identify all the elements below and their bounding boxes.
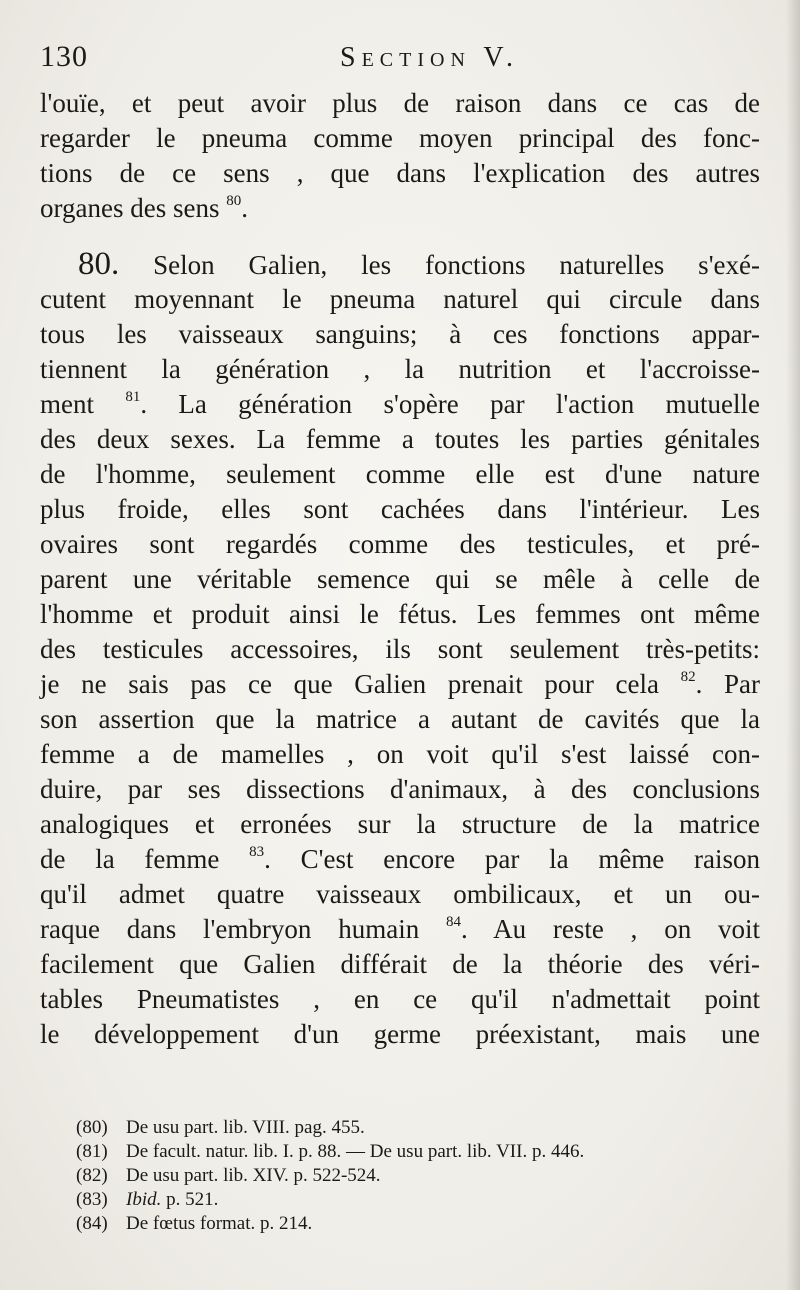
text-line: femme a de mamelles , on voit qu'il s'est laissé con- (40, 739, 760, 769)
text-segment: de la femme (40, 844, 220, 874)
text-line: son assertion que la matrice a autant de cavités que la (40, 704, 760, 734)
text-line: parent une véritable semence qui se mêle à celle de (40, 564, 760, 594)
footnote-mark: (80) (76, 1117, 108, 1138)
footnote-text: De usu part. lib. VIII. pag. 455. (126, 1117, 365, 1138)
text-line: ovaires sont regardés comme des testicules, et pré- (40, 529, 760, 559)
text-line: plus froide, elles sont cachées dans l'intérieur. Les (40, 494, 760, 524)
page-header (40, 40, 760, 80)
footnote (76, 1212, 776, 1236)
footnote-mark: (84) (76, 1213, 108, 1234)
paragraph-80 (40, 247, 760, 1052)
footnote (76, 1140, 776, 1164)
text-line: des deux sexes. La femme a toutes les parties génitales (40, 424, 760, 454)
text-line (40, 247, 760, 282)
footnote (76, 1188, 776, 1212)
text-line: facilement que Galien différait de la théorie des véri- (40, 949, 760, 979)
page-number: 130 (40, 40, 88, 73)
text-line (40, 191, 760, 226)
footnote-ref: 84 (446, 914, 462, 930)
footnote-mark: (81) (76, 1141, 108, 1162)
text-line: tions de ce sens , que dans l'explication des autres (40, 158, 760, 188)
text-line: regarder le pneuma comme moyen principal des fonc- (40, 123, 760, 153)
text-line: l'ouïe, et peut avoir plus de raison dans ce cas de (40, 88, 760, 118)
footnote-mark: (82) (76, 1165, 108, 1186)
text-segment: . Par (695, 669, 760, 699)
text-line: cutent moyennant le pneuma naturel qui circule dans (40, 284, 760, 314)
text-line: le développement d'un germe préexistant, mais une (40, 1019, 760, 1049)
text-line: des testicules accessoires, ils sont seulement très-petits: (40, 634, 760, 664)
text-line (40, 387, 760, 422)
footnote-italic: Ibid. (126, 1189, 162, 1210)
text-line: de l'homme, seulement comme elle est d'une nature (40, 459, 760, 489)
paragraph-number: 80. (78, 246, 120, 282)
text-segment: . C'est encore par la même raison (264, 844, 761, 874)
footnote (76, 1164, 776, 1188)
footnotes (76, 1116, 776, 1236)
running-head: Section V. (340, 42, 519, 73)
text-line: l'homme et produit ainsi le fétus. Les femmes ont même (40, 599, 760, 629)
footnote-text: De usu part. lib. XIV. p. 522-524. (126, 1165, 381, 1186)
text-segment: je ne sais pas ce que Galien prenait pour cela (40, 669, 659, 699)
body-text (40, 86, 760, 1052)
paragraph-continuation (40, 86, 760, 226)
footnote-ref: 83 (249, 844, 265, 860)
text-segment: Selon Galien, les fonctions naturelles s'exé- (153, 250, 761, 280)
text-line: analogiques et erronées sur la structure de la matrice (40, 809, 760, 839)
footnote-text: De facult. natur. lib. I. p. 88. — De usu part. lib. VII. p. 446. (126, 1141, 585, 1162)
text-line: tous les vaisseaux sanguins; à ces fonctions appar- (40, 319, 760, 349)
footnote-ref: 81 (125, 389, 141, 405)
footnote-text: p. 521. (161, 1189, 219, 1210)
text-line: tables Pneumatistes , en ce qu'il n'admettait point (40, 984, 760, 1014)
text-line (40, 912, 760, 947)
text-line (40, 667, 760, 702)
footnote-text: De fœtus format. p. 214. (126, 1213, 313, 1234)
text-line (40, 842, 760, 877)
text-line: duire, par ses dissections d'animaux, à des conclusions (40, 774, 760, 804)
footnote-ref: 80 (226, 193, 242, 209)
footnote-ref: 82 (680, 669, 696, 685)
footnote-mark: (83) (76, 1189, 108, 1210)
text-segment: raque dans l'embryon humain (40, 914, 420, 944)
text-segment: ment (40, 389, 94, 419)
text-line: tiennent la génération , la nutrition et l'accroisse- (40, 354, 760, 384)
text-segment: . La génération s'opère par l'action mutuelle (140, 389, 761, 419)
text-segment: . Au reste , on voit (461, 914, 761, 944)
page-edge-shadow (786, 0, 800, 1290)
text-line: qu'il admet quatre vaisseaux ombilicaux, et un ou- (40, 879, 760, 909)
text-segment: organes des sens (40, 193, 220, 223)
footnote (76, 1116, 776, 1140)
punctuation: . (241, 193, 248, 223)
